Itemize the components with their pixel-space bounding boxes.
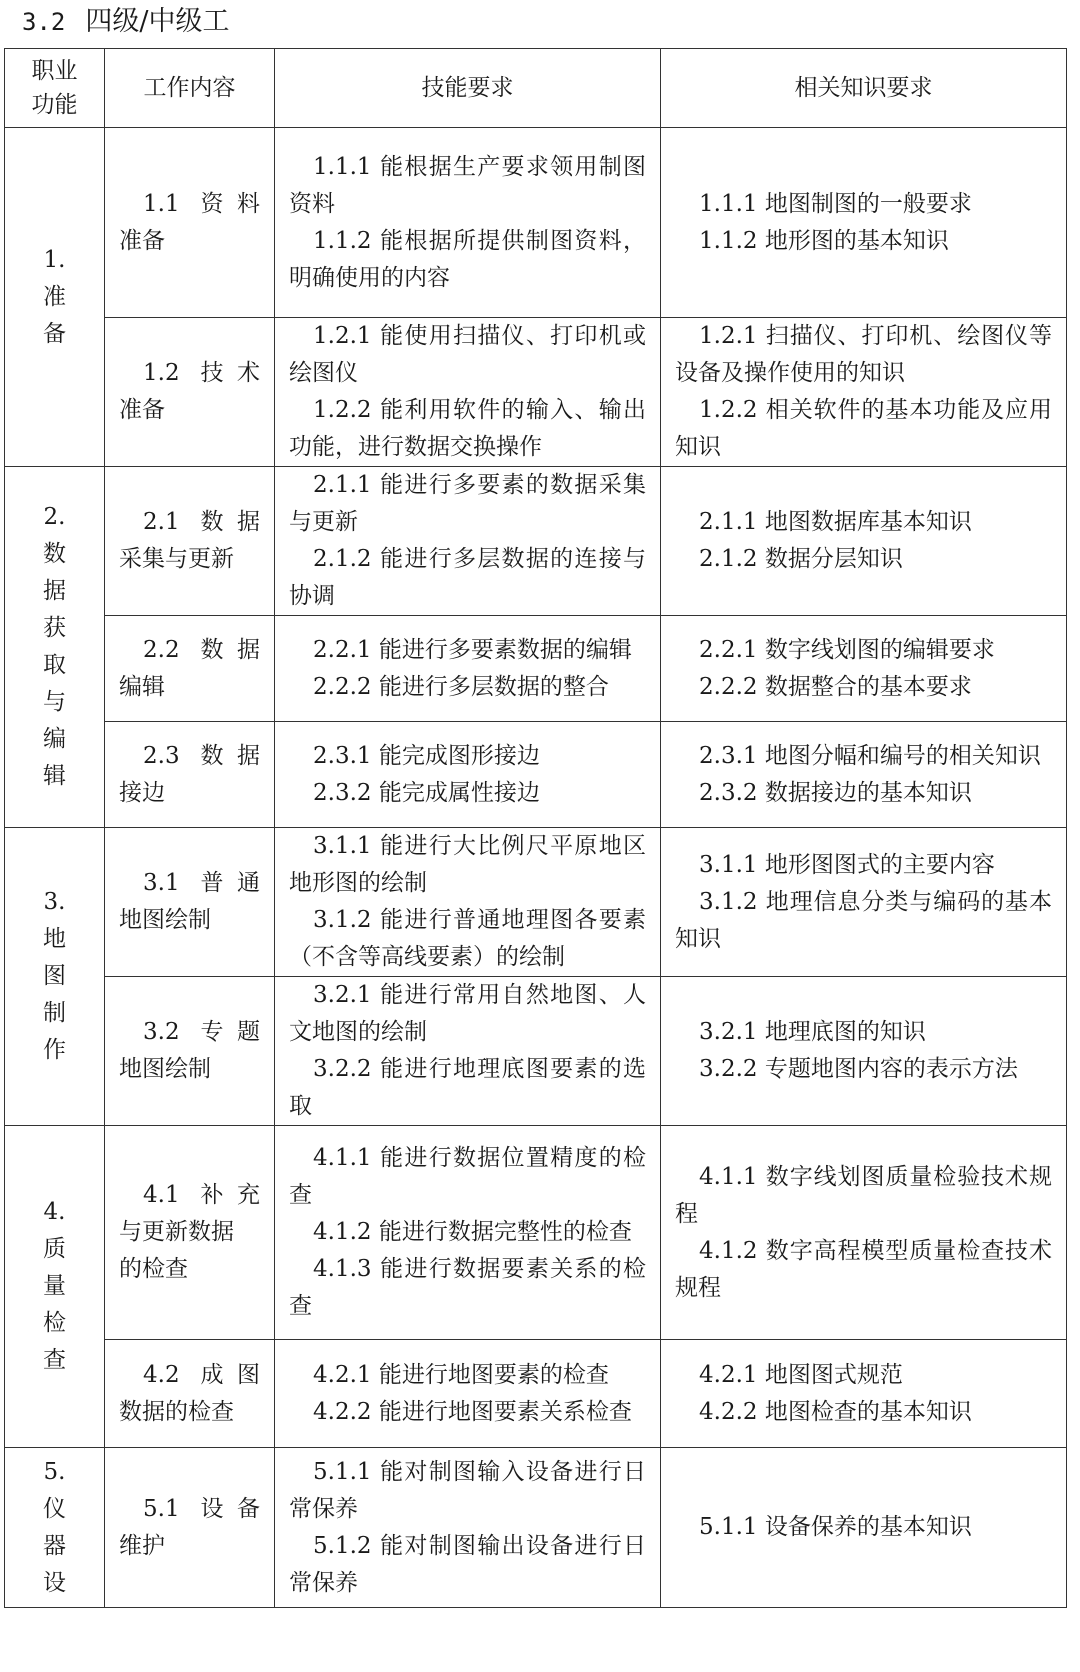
function-char: 取 (43, 652, 66, 678)
header-row (5, 49, 1067, 128)
function-char: 1. (43, 246, 66, 273)
skill-item: 2.2.1 能进行多要素数据的编辑 (313, 636, 632, 663)
function-char: 编 (43, 726, 66, 752)
work-content-line: 1.1 资料 (143, 190, 260, 217)
work-content-line: 3.1 普通 (143, 870, 260, 896)
function-char: 辑 (43, 763, 66, 789)
table-row (5, 616, 1067, 722)
work-content-line: 2.2 数据 (143, 636, 260, 663)
work-content-cell (105, 128, 275, 318)
table-row (5, 318, 1067, 467)
function-char: 备 (43, 320, 66, 347)
knowledge-item: 2.1.1 地图数据库基本知识 (699, 509, 972, 535)
function-cell (5, 1448, 105, 1608)
skill-item: 1.1.2 能根据所提供制图资料，明确使用的内容 (289, 227, 646, 291)
function-char: 设 (43, 1569, 66, 1596)
knowledge-item: 1.1.1 地图制图的一般要求 (699, 190, 972, 217)
knowledge-item: 4.1.2 数字高程模型质量检查技术规程 (675, 1237, 1052, 1301)
function-char: 与 (43, 689, 66, 715)
skill-cell (275, 128, 661, 318)
skill-item: 1.1.1 能根据生产要求领用制图资料 (289, 153, 646, 217)
skill-cell (275, 467, 661, 616)
function-char: 数 (43, 541, 66, 567)
work-content-cell (105, 1448, 275, 1608)
work-content-cell (105, 616, 275, 722)
work-content-cell (105, 318, 275, 467)
skill-cell (275, 1126, 661, 1340)
function-char: 制 (43, 1000, 66, 1026)
work-content-line: 编辑 (119, 673, 165, 700)
header-function: 职业 功能 (5, 49, 105, 128)
function-char: 3. (43, 889, 66, 915)
table-row (5, 128, 1067, 318)
function-char: 4. (43, 1199, 66, 1225)
knowledge-cell (661, 722, 1067, 828)
knowledge-item: 2.2.1 数字线划图的编辑要求 (699, 636, 995, 663)
skill-item: 2.1.2 能进行多层数据的连接与协调 (289, 546, 646, 609)
knowledge-cell (661, 1448, 1067, 1608)
knowledge-cell (661, 828, 1067, 977)
knowledge-item: 3.2.2 专题地图内容的表示方法 (699, 1056, 1018, 1082)
knowledge-item: 1.2.1 扫描仪、打印机、绘图仪等设备及操作使用的知识 (675, 323, 1052, 386)
work-content-line: 1.2 技术 (143, 360, 260, 386)
skill-cell (275, 1340, 661, 1448)
skill-item: 3.1.2 能进行普通地理图各要素（不含等高线要素）的绘制 (289, 907, 646, 970)
skill-cell (275, 828, 661, 977)
section-number: 3.2 (22, 8, 66, 36)
skill-item: 1.2.2 能利用软件的输入、输出功能，进行数据交换操作 (289, 397, 646, 460)
function-char: 获 (43, 615, 66, 641)
table-row (5, 1340, 1067, 1448)
work-content-line: 接边 (119, 779, 165, 806)
table-row (5, 1448, 1067, 1608)
function-char: 查 (43, 1347, 66, 1373)
work-content-line: 准备 (119, 227, 165, 254)
section-heading (22, 2, 229, 42)
function-char: 仪 (43, 1495, 66, 1522)
work-content-line: 5.1 设备 (143, 1495, 260, 1522)
work-content-line: 2.3 数据 (143, 742, 260, 769)
table-row (5, 467, 1067, 616)
knowledge-item: 4.2.2 地图检查的基本知识 (699, 1398, 972, 1425)
skill-item: 5.1.2 能对制图输出设备进行日常保养 (289, 1532, 646, 1596)
skill-item: 4.1.3 能进行数据要素关系的检查 (289, 1256, 646, 1319)
skill-item: 4.2.2 能进行地图要素关系检查 (313, 1398, 632, 1425)
knowledge-cell (661, 318, 1067, 467)
knowledge-item: 2.3.2 数据接边的基本知识 (699, 779, 972, 806)
skill-item: 3.2.1 能进行常用自然地图、人文地图的绘制 (289, 982, 646, 1045)
knowledge-item: 1.1.2 地形图的基本知识 (699, 227, 949, 254)
function-char: 检 (43, 1310, 66, 1336)
table-row (5, 977, 1067, 1126)
knowledge-item: 4.2.1 地图图式规范 (699, 1361, 903, 1388)
section-title: 四级/中级工 (85, 6, 230, 37)
function-char: 据 (43, 578, 66, 604)
skill-cell (275, 616, 661, 722)
work-content-line: 的检查 (119, 1256, 188, 1282)
work-content-line: 采集与更新 (119, 546, 234, 572)
work-content-cell (105, 722, 275, 828)
function-char: 作 (43, 1037, 66, 1063)
function-cell (5, 828, 105, 1126)
skill-item: 3.1.1 能进行大比例尺平原地区地形图的绘制 (289, 833, 646, 896)
work-content-cell (105, 1340, 275, 1448)
skill-item: 2.1.1 能进行多要素的数据采集与更新 (289, 472, 646, 535)
knowledge-item: 3.1.2 地理信息分类与编码的基本知识 (675, 888, 1052, 952)
function-cell (5, 467, 105, 828)
knowledge-item: 2.3.1 地图分幅和编号的相关知识 (699, 742, 1041, 769)
skill-item: 3.2.2 能进行地理底图要素的选取 (289, 1056, 646, 1119)
knowledge-item: 2.1.2 数据分层知识 (699, 546, 903, 572)
skill-cell (275, 318, 661, 467)
knowledge-cell (661, 616, 1067, 722)
function-char: 5. (43, 1458, 66, 1485)
knowledge-item: 2.2.2 数据整合的基本要求 (699, 673, 972, 700)
skill-item: 5.1.1 能对制图输入设备进行日常保养 (289, 1458, 646, 1522)
knowledge-cell (661, 977, 1067, 1126)
work-content-line: 准备 (119, 397, 165, 423)
function-char: 图 (43, 963, 66, 989)
header-skill-requirements: 技能要求 (275, 49, 661, 128)
work-content-cell (105, 977, 275, 1126)
knowledge-cell (661, 467, 1067, 616)
skill-cell (275, 977, 661, 1126)
header-knowledge-requirements: 相关知识要求 (661, 49, 1067, 128)
function-cell (5, 1126, 105, 1448)
skill-item: 4.2.1 能进行地图要素的检查 (313, 1361, 609, 1388)
knowledge-item: 5.1.1 设备保养的基本知识 (699, 1514, 972, 1540)
skill-cell (275, 1448, 661, 1608)
work-content-cell (105, 828, 275, 977)
table-row (5, 828, 1067, 977)
work-content-line: 地图绘制 (119, 907, 211, 933)
function-char: 2. (43, 504, 66, 530)
knowledge-cell (661, 1126, 1067, 1340)
skill-item: 2.3.2 能完成属性接边 (313, 779, 540, 806)
skill-item: 4.1.1 能进行数据位置精度的检查 (289, 1145, 646, 1208)
table-row (5, 722, 1067, 828)
work-content-line: 与更新数据 (119, 1219, 234, 1245)
skill-cell (275, 722, 661, 828)
table-body (5, 128, 1067, 1608)
work-content-line: 4.2 成图 (143, 1361, 260, 1388)
knowledge-cell (661, 1340, 1067, 1448)
work-content-line: 2.1 数据 (143, 509, 260, 535)
work-content-line: 3.2 专题 (143, 1019, 260, 1045)
skill-item: 2.2.2 能进行多层数据的整合 (313, 673, 609, 700)
work-content-line: 数据的检查 (119, 1398, 234, 1425)
knowledge-item: 4.1.1 数字线划图质量检验技术规程 (675, 1163, 1052, 1227)
knowledge-item: 3.1.1 地形图图式的主要内容 (699, 851, 995, 878)
skill-item: 1.2.1 能使用扫描仪、打印机或绘图仪 (289, 323, 646, 386)
work-content-line: 维护 (119, 1532, 165, 1559)
knowledge-item: 1.2.2 相关软件的基本功能及应用知识 (675, 397, 1052, 460)
work-content-cell (105, 467, 275, 616)
skill-item: 2.3.1 能完成图形接边 (313, 742, 540, 769)
work-content-cell (105, 1126, 275, 1340)
function-char: 量 (43, 1273, 66, 1299)
function-char: 准 (43, 283, 66, 310)
function-char: 质 (43, 1236, 66, 1262)
table-row (5, 1126, 1067, 1340)
function-char: 器 (43, 1532, 66, 1559)
knowledge-cell (661, 128, 1067, 318)
function-cell (5, 128, 105, 467)
work-content-line: 地图绘制 (119, 1056, 211, 1082)
skill-item: 4.1.2 能进行数据完整性的检查 (313, 1219, 632, 1245)
function-char: 地 (43, 926, 66, 952)
header-work-content: 工作内容 (105, 49, 275, 128)
knowledge-item: 3.2.1 地理底图的知识 (699, 1019, 926, 1045)
occupational-standard-table (4, 48, 1067, 1608)
work-content-line: 4.1 补充 (143, 1182, 260, 1208)
